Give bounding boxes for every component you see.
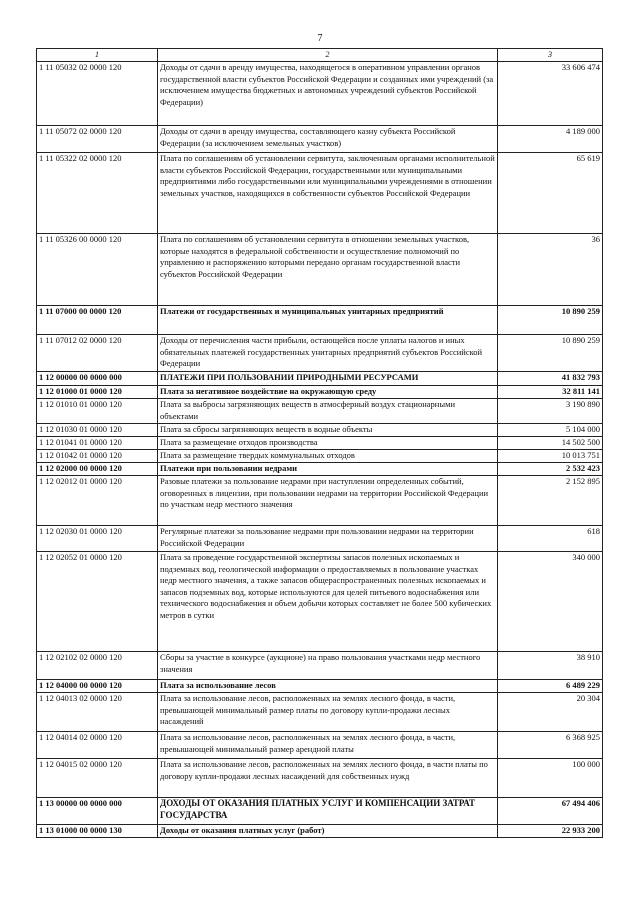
- revenue-amount: 4 189 000: [498, 126, 603, 153]
- revenue-code: 1 11 05326 00 0000 120: [37, 234, 158, 306]
- revenue-code: 1 11 05032 02 0000 120: [37, 62, 158, 126]
- revenue-amount: 2 152 895: [498, 476, 603, 526]
- revenue-code: 1 12 01042 01 0000 120: [37, 450, 158, 463]
- revenue-code: 1 12 02052 01 0000 120: [37, 552, 158, 652]
- revenue-description: Регулярные платежи за пользование недрами при пользовании недрами на территории Российской Федерации: [158, 526, 498, 552]
- revenue-description: Плата за выбросы загрязняющих веществ в атмосферный воздух стационарными объектами: [158, 399, 498, 424]
- table-row: [37, 450, 603, 463]
- table-row: [37, 386, 603, 399]
- table-row: [37, 825, 603, 838]
- revenue-description: ДОХОДЫ ОТ ОКАЗАНИЯ ПЛАТНЫХ УСЛУГ И КОМПЕНСАЦИИ ЗАТРАТ ГОСУДАРСТВА: [158, 798, 498, 825]
- revenue-description: Разовые платежи за пользование недрами при наступлении определенных событий, оговоренных в лицензии, при пользовании недрами на территории Российской Федерации по участкам недр местного значения: [158, 476, 498, 526]
- table-row: [37, 399, 603, 424]
- revenue-description: Платежи от государственных и муниципальных унитарных предприятий: [158, 306, 498, 335]
- revenue-code: 1 12 02000 00 0000 120: [37, 463, 158, 476]
- revenue-amount: 6 489 229: [498, 680, 603, 693]
- revenue-description: Плата по соглашениям об установлении сервитута в отношении земельных участков, которые находятся в федеральной собственности и осуществление полномочий по управлению и распоряжению которыми передано органам государственной власти субъектов Российской Федерации: [158, 234, 498, 306]
- table-row: [37, 126, 603, 153]
- revenue-code: 1 12 00000 00 0000 000: [37, 372, 158, 386]
- table-row: [37, 680, 603, 693]
- revenue-amount: 22 933 200: [498, 825, 603, 838]
- revenue-amount: 33 606 474: [498, 62, 603, 126]
- table-row: [37, 463, 603, 476]
- table-row: [37, 552, 603, 652]
- revenue-description: Плата за сбросы загрязняющих веществ в водные объекты: [158, 424, 498, 437]
- revenue-amount: 20 304: [498, 693, 603, 732]
- revenue-code: 1 12 02012 01 0000 120: [37, 476, 158, 526]
- revenue-amount: 5 104 000: [498, 424, 603, 437]
- table-row: [37, 153, 603, 234]
- table-row: [37, 732, 603, 759]
- revenue-amount: 65 619: [498, 153, 603, 234]
- revenue-code: 1 11 07012 02 0000 120: [37, 335, 158, 372]
- column-header: 2: [158, 49, 498, 62]
- revenue-amount: 10 890 259: [498, 335, 603, 372]
- revenue-amount: 38 910: [498, 652, 603, 680]
- revenue-code: 1 13 01000 00 0000 130: [37, 825, 158, 838]
- revenue-amount: 41 832 793: [498, 372, 603, 386]
- revenue-code: 1 12 04014 02 0000 120: [37, 732, 158, 759]
- revenue-code: 1 12 02102 02 0000 120: [37, 652, 158, 680]
- revenue-amount: 6 368 925: [498, 732, 603, 759]
- revenue-code: 1 12 01041 01 0000 120: [37, 437, 158, 450]
- table-row: [37, 693, 603, 732]
- revenue-description: ПЛАТЕЖИ ПРИ ПОЛЬЗОВАНИИ ПРИРОДНЫМИ РЕСУРСАМИ: [158, 372, 498, 386]
- revenue-description: Плата за размещение отходов производства: [158, 437, 498, 450]
- revenue-code: 1 12 01000 01 0000 120: [37, 386, 158, 399]
- table-row: [37, 372, 603, 386]
- revenue-code: 1 12 01010 01 0000 120: [37, 399, 158, 424]
- revenue-description: Плата за использование лесов, расположенных на землях лесного фонда, в части платы по договору купли-продажи лесных насаждений для собственных нужд: [158, 759, 498, 798]
- revenue-code: 1 12 01030 01 0000 120: [37, 424, 158, 437]
- revenue-table: [36, 48, 603, 838]
- table-row: [37, 306, 603, 335]
- revenue-description: Плата за использование лесов, расположенных на землях лесного фонда, в части, превышающей минимальный размер арендной платы: [158, 732, 498, 759]
- revenue-description: Доходы от сдачи в аренду имущества, находящегося в оперативном управлении органов государственной власти субъектов Российской Федерации и созданных ими учреждений (за исключением имущества бюджетных и автономных учреждений субъектов Российской Федерации): [158, 62, 498, 126]
- table-row: [37, 62, 603, 126]
- revenue-amount: 618: [498, 526, 603, 552]
- revenue-code: 1 12 04000 00 0000 120: [37, 680, 158, 693]
- revenue-code: 1 13 00000 00 0000 000: [37, 798, 158, 825]
- revenue-description: Плата за использование лесов, расположенных на землях лесного фонда, в части, превышающей минимальный размер платы по договору купли-продажи лесных насаждений: [158, 693, 498, 732]
- revenue-code: 1 11 07000 00 0000 120: [37, 306, 158, 335]
- table-row: [37, 798, 603, 825]
- revenue-amount: 10 890 259: [498, 306, 603, 335]
- table-row: [37, 424, 603, 437]
- table-row: [37, 652, 603, 680]
- revenue-amount: 2 532 423: [498, 463, 603, 476]
- revenue-code: 1 12 04015 02 0000 120: [37, 759, 158, 798]
- revenue-amount: 10 013 751: [498, 450, 603, 463]
- table-row: [37, 476, 603, 526]
- revenue-amount: 67 494 406: [498, 798, 603, 825]
- revenue-description: Доходы от оказания платных услуг (работ): [158, 825, 498, 838]
- table-row: [37, 335, 603, 372]
- revenue-amount: 3 190 890: [498, 399, 603, 424]
- revenue-description: Сборы за участие в конкурсе (аукционе) на право пользования участками недр местного значения: [158, 652, 498, 680]
- revenue-amount: 36: [498, 234, 603, 306]
- revenue-amount: 32 811 141: [498, 386, 603, 399]
- revenue-code: 1 12 02030 01 0000 120: [37, 526, 158, 552]
- revenue-amount: 100 000: [498, 759, 603, 798]
- column-header: 1: [37, 49, 158, 62]
- revenue-description: Плата по соглашениям об установлении сервитута, заключенным органами исполнительной власти субъектов Российской Федерации, государственными или муниципальными предприятиями либо государственными или муниципальными учреждениями в отношении земельных участков, находящихся в собственности субъектов Российской Федерации: [158, 153, 498, 234]
- revenue-description: Платежи при пользовании недрами: [158, 463, 498, 476]
- revenue-amount: 14 502 500: [498, 437, 603, 450]
- revenue-code: 1 11 05322 02 0000 120: [37, 153, 158, 234]
- revenue-description: Доходы от сдачи в аренду имущества, составляющего казну субъекта Российской Федерации (за исключением земельных участков): [158, 126, 498, 153]
- revenue-description: Доходы от перечисления части прибыли, остающейся после уплаты налогов и иных обязательных платежей государственных унитарных предприятий субъектов Российской Федерации: [158, 335, 498, 372]
- revenue-code: 1 12 04013 02 0000 120: [37, 693, 158, 732]
- revenue-amount: 340 000: [498, 552, 603, 652]
- column-header-row: [37, 49, 603, 62]
- table-row: [37, 759, 603, 798]
- revenue-code: 1 11 05072 02 0000 120: [37, 126, 158, 153]
- revenue-description: Плата за негативное воздействие на окружающую среду: [158, 386, 498, 399]
- revenue-description: Плата за использование лесов: [158, 680, 498, 693]
- revenue-description: Плата за размещение твердых коммунальных отходов: [158, 450, 498, 463]
- table-row: [37, 526, 603, 552]
- revenue-description: Плата за проведение государственной экспертизы запасов полезных ископаемых и подземных вод, геологической информации о предоставляемых в пользование участках недр местного значения, а также запасов общераспространенных полезных ископаемых и запасов подземных вод, которые используются для целей питьевого водоснабжения или технического водоснабжения и объем добычи которых составляет не более 500 кубических метров в сутки: [158, 552, 498, 652]
- page-number: 7: [317, 33, 323, 44]
- column-header: 3: [498, 49, 603, 62]
- table-row: [37, 437, 603, 450]
- table-row: [37, 234, 603, 306]
